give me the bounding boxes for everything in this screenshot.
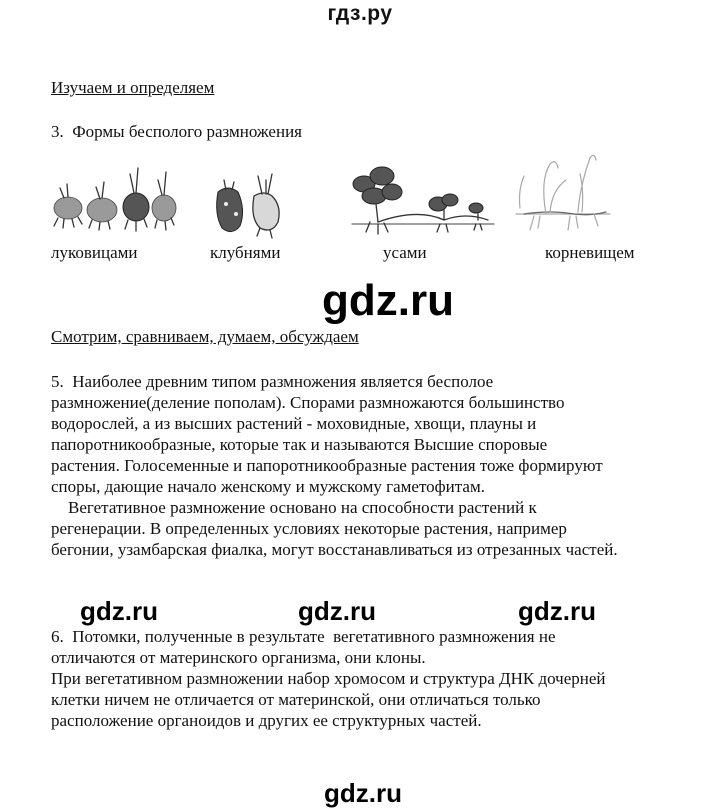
watermark: gdz.ru [324,778,402,808]
watermark: gdz.ru [80,596,158,626]
bulbs-illustration [50,162,180,242]
text-line: водорослей, а из высших растений - моховидные, хвощи, плауны и [51,414,537,433]
caption-runners: усами [383,243,427,262]
site-header[interactable]: гдз.ру [327,2,393,25]
text-line: папоротникообразные, которые так и называются Высшие споровые [51,435,548,454]
section-title-study: Изучаем и определяем [51,78,215,97]
plant-illustrations [48,150,668,242]
text-line: Вегетативное размножение основано на способности растений к [51,498,537,517]
text-line: споры, дающие начало женскому и мужскому гаметофитам. [51,477,485,496]
watermark: gdz.ru [298,596,376,626]
watermark: gdz.ru [322,276,454,325]
runners-illustration [348,154,498,242]
text-line: отличаются от материнского организма, они клоны. [51,648,426,667]
text-line: 5. Наиболее древним типом размножения является бесполое [51,372,494,391]
task5-paragraph [51,371,618,560]
text-line: При вегетативном размножении набор хромосом и структура ДНК дочерней [51,669,606,688]
task6-paragraph [51,626,606,731]
tubers-illustration [208,170,288,242]
rhizome-illustration [510,150,620,242]
caption-tubers: клубнями [210,243,281,262]
text-line: регенерации. В определенных условиях некоторые растения, например [51,519,567,538]
text-line: растения. Голосеменные и папоротникообразные растения тоже формируют [51,456,603,475]
section-title-discuss: Смотрим, сравниваем, думаем, обсуждаем [51,327,359,346]
task3-heading: 3. Формы бесполого размножения [51,122,302,141]
watermark: gdz.ru [518,596,596,626]
text-line: 6. Потомки, полученные в результате вегетативного размножения не [51,627,556,646]
caption-bulbs: луковицами [51,243,138,262]
caption-rhizome: корневищем [545,243,635,262]
text-line: бегонии, узамбарская фиалка, могут восстанавливаться из отрезанных частей. [51,540,618,559]
text-line: клетки ничем не отличается от материнской, они отличаться только [51,690,541,709]
text-line: расположение органоидов и других ее структурных частей. [51,711,482,730]
text-line: размножение(деление пополам). Спорами размножаются большинство [51,393,565,412]
